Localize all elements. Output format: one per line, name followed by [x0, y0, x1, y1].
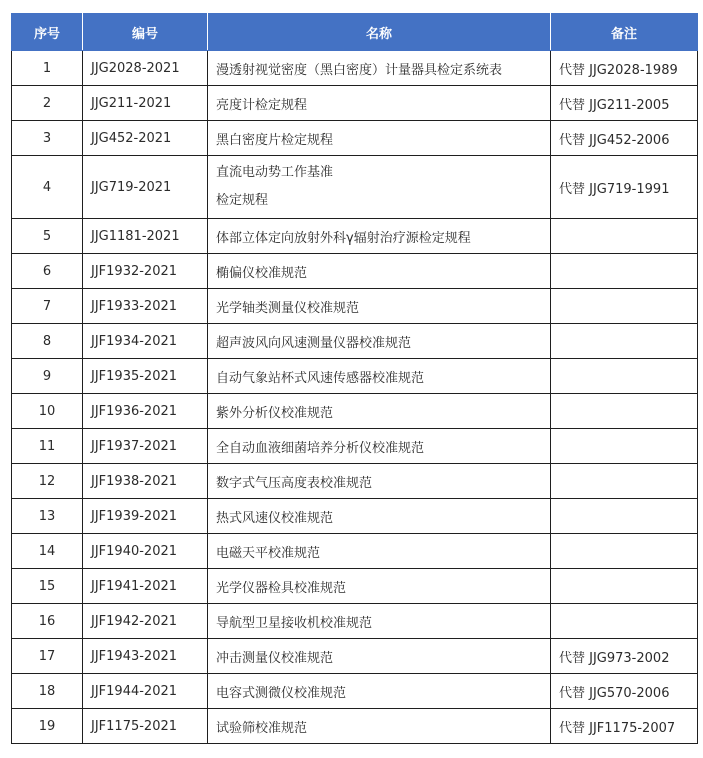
table-row	[12, 394, 698, 429]
table-row	[12, 51, 698, 86]
row-code: JJF1944-2021	[83, 674, 208, 709]
row-index: 4	[12, 156, 83, 219]
row-name-line: 电磁天平校准规范	[216, 545, 321, 561]
row-code: JJG452-2021	[83, 121, 208, 156]
table-row	[12, 639, 698, 674]
row-name-line: 自动气象站杯式风速传感器校准规范	[216, 370, 425, 386]
row-name-line: 漫透射视觉密度（黑白密度）计量器具检定系统表	[216, 62, 503, 78]
standards-table	[11, 13, 698, 744]
row-index: 11	[12, 429, 83, 464]
row-code: JJF1933-2021	[83, 289, 208, 324]
row-name	[208, 709, 551, 744]
row-index: 6	[12, 254, 83, 289]
row-name-line: 亮度计检定规程	[216, 97, 308, 113]
row-note	[551, 429, 698, 464]
row-index: 14	[12, 534, 83, 569]
row-name	[208, 499, 551, 534]
row-index: 9	[12, 359, 83, 394]
row-code: JJF1938-2021	[83, 464, 208, 499]
row-code: JJF1939-2021	[83, 499, 208, 534]
row-name-line: 光学轴类测量仪校准规范	[216, 300, 360, 316]
header-name: 名称	[208, 14, 551, 51]
row-name	[208, 156, 551, 219]
table-row	[12, 121, 698, 156]
row-name	[208, 674, 551, 709]
row-index: 8	[12, 324, 83, 359]
table-row	[12, 324, 698, 359]
row-code: JJF1175-2021	[83, 709, 208, 744]
row-name	[208, 639, 551, 674]
row-index: 18	[12, 674, 83, 709]
row-note	[551, 604, 698, 639]
row-name	[208, 219, 551, 254]
row-note	[551, 324, 698, 359]
header-index: 序号	[12, 14, 83, 51]
table-row	[12, 709, 698, 744]
row-code: JJG1181-2021	[83, 219, 208, 254]
table-row	[12, 254, 698, 289]
row-code: JJF1941-2021	[83, 569, 208, 604]
table-row	[12, 604, 698, 639]
row-note: 代替 JJG211-2005	[551, 86, 698, 121]
table-row	[12, 674, 698, 709]
row-name-line: 全自动血液细菌培养分析仪校准规范	[216, 440, 425, 456]
table-row	[12, 429, 698, 464]
table-row	[12, 359, 698, 394]
row-name	[208, 51, 551, 86]
row-note	[551, 534, 698, 569]
row-code: JJF1937-2021	[83, 429, 208, 464]
row-note: 代替 JJG570-2006	[551, 674, 698, 709]
row-name-line: 检定规程	[216, 193, 269, 208]
row-note: 代替 JJG452-2006	[551, 121, 698, 156]
row-note	[551, 219, 698, 254]
row-index: 7	[12, 289, 83, 324]
standards-table-container	[11, 13, 698, 744]
row-name-line: 体部立体定向放射外科γ辐射治疗源检定规程	[216, 230, 471, 246]
row-name-line: 热式风速仪校准规范	[216, 510, 334, 526]
row-index: 15	[12, 569, 83, 604]
row-code: JJF1932-2021	[83, 254, 208, 289]
table-row	[12, 219, 698, 254]
row-index: 5	[12, 219, 83, 254]
row-note	[551, 359, 698, 394]
row-index: 2	[12, 86, 83, 121]
row-note	[551, 254, 698, 289]
row-code: JJF1942-2021	[83, 604, 208, 639]
table-row	[12, 499, 698, 534]
header-row	[12, 14, 698, 51]
row-note: 代替 JJG973-2002	[551, 639, 698, 674]
table-row	[12, 464, 698, 499]
row-code: JJG719-2021	[83, 156, 208, 219]
table-row	[12, 86, 698, 121]
row-index: 1	[12, 51, 83, 86]
row-index: 3	[12, 121, 83, 156]
row-code: JJG2028-2021	[83, 51, 208, 86]
header-code: 编号	[83, 14, 208, 51]
row-code: JJF1936-2021	[83, 394, 208, 429]
row-code: JJF1940-2021	[83, 534, 208, 569]
row-note: 代替 JJF1175-2007	[551, 709, 698, 744]
row-index: 13	[12, 499, 83, 534]
table-row	[12, 156, 698, 219]
row-name	[208, 464, 551, 499]
row-name-line: 光学仪器检具校准规范	[216, 580, 347, 596]
row-name	[208, 289, 551, 324]
row-name	[208, 324, 551, 359]
row-code: JJF1935-2021	[83, 359, 208, 394]
row-index: 12	[12, 464, 83, 499]
row-note	[551, 289, 698, 324]
row-name-line: 导航型卫星接收机校准规范	[216, 615, 373, 631]
row-name-line: 黑白密度片检定规程	[216, 132, 334, 148]
row-name	[208, 569, 551, 604]
row-name	[208, 86, 551, 121]
row-name	[208, 359, 551, 394]
row-note	[551, 499, 698, 534]
row-code: JJF1943-2021	[83, 639, 208, 674]
row-note: 代替 JJG719-1991	[551, 156, 698, 219]
row-note	[551, 569, 698, 604]
row-index: 10	[12, 394, 83, 429]
row-name	[208, 604, 551, 639]
row-name	[208, 534, 551, 569]
row-code: JJG211-2021	[83, 86, 208, 121]
row-name	[208, 254, 551, 289]
row-name	[208, 394, 551, 429]
header-note: 备注	[551, 14, 698, 51]
row-name-line: 数字式气压高度表校准规范	[216, 475, 373, 491]
row-note	[551, 464, 698, 499]
row-index: 16	[12, 604, 83, 639]
row-name	[208, 121, 551, 156]
row-name-line: 椭偏仪校准规范	[216, 265, 308, 281]
row-name-line: 直流电动势工作基准	[216, 165, 334, 180]
table-row	[12, 289, 698, 324]
table-row	[12, 569, 698, 604]
row-code: JJF1934-2021	[83, 324, 208, 359]
row-name-line: 冲击测量仪校准规范	[216, 650, 334, 666]
table-body	[12, 51, 698, 744]
row-index: 19	[12, 709, 83, 744]
row-index: 17	[12, 639, 83, 674]
table-header	[12, 14, 698, 51]
row-note: 代替 JJG2028-1989	[551, 51, 698, 86]
row-note	[551, 394, 698, 429]
row-name-line: 紫外分析仪校准规范	[216, 405, 334, 421]
row-name-line: 试验筛校准规范	[216, 720, 308, 736]
row-name-line: 超声波风向风速测量仪器校准规范	[216, 335, 412, 351]
row-name	[208, 429, 551, 464]
table-row	[12, 534, 698, 569]
row-name-line: 电容式测微仪校准规范	[216, 685, 347, 701]
